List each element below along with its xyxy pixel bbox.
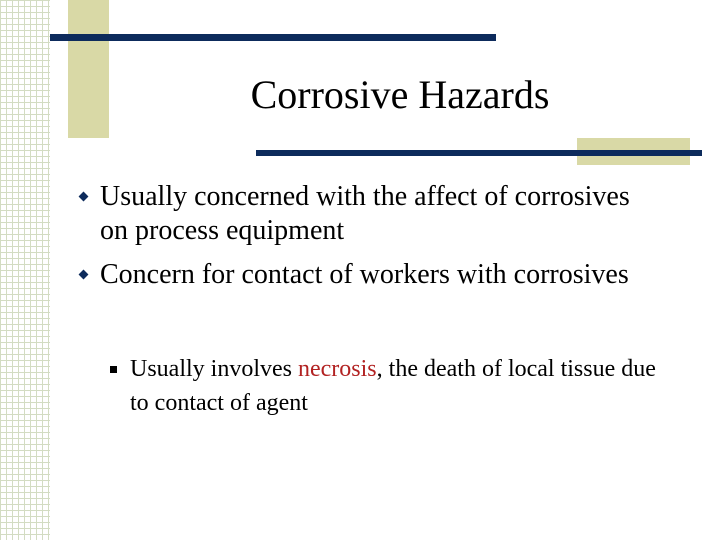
bullet-text: Concern for contact of workers with corrosives	[100, 259, 629, 290]
highlighted-term: necrosis	[298, 356, 377, 382]
bullet-item	[76, 258, 636, 292]
decorative-navy-bar-bottom	[256, 150, 702, 156]
sub-bullet-list	[108, 352, 668, 420]
bullet-item	[76, 180, 636, 248]
decorative-navy-bar-top	[50, 34, 496, 41]
slide-title: Corrosive Hazards	[250, 72, 550, 117]
sub-bullet-prefix: Usually involves	[130, 356, 298, 382]
sub-bullet-suffix: , the death of local tissue due to contact of agent	[130, 356, 656, 416]
diamond-bullet-icon	[79, 192, 89, 202]
square-bullet-icon	[110, 366, 117, 373]
sub-bullet-item	[108, 352, 668, 420]
bullet-text: Usually concerned with the affect of corrosives on process equipment	[100, 181, 630, 246]
diamond-bullet-icon	[79, 270, 89, 280]
decorative-grid-strip	[0, 0, 50, 540]
bullet-list	[76, 180, 636, 302]
decorative-olive-block-top	[68, 0, 109, 138]
